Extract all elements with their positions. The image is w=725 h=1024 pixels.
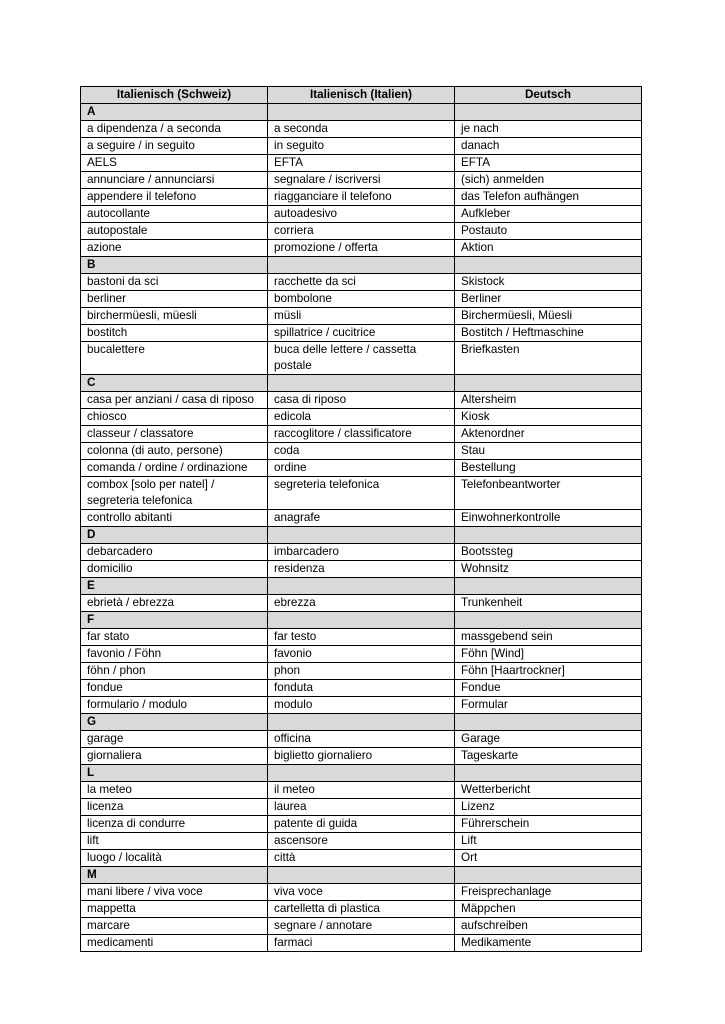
column-header-swiss-italian: Italienisch (Schweiz) xyxy=(81,87,268,104)
cell-swiss-italian: ebrietà / ebrezza xyxy=(81,595,268,612)
section-letter: D xyxy=(81,527,268,544)
cell-german: danach xyxy=(455,138,642,155)
table-row xyxy=(81,477,642,510)
cell-italian: ebrezza xyxy=(268,595,455,612)
cell-german: Lift xyxy=(455,833,642,850)
table-row xyxy=(81,799,642,816)
table-row xyxy=(81,138,642,155)
cell-italian: riagganciare il telefono xyxy=(268,189,455,206)
cell-italian: EFTA xyxy=(268,155,455,172)
section-letter: A xyxy=(81,104,268,121)
letter-section-row xyxy=(81,612,642,629)
cell-german: Aktenordner xyxy=(455,426,642,443)
table-row xyxy=(81,901,642,918)
cell-swiss-italian: giornaliera xyxy=(81,748,268,765)
cell-swiss-italian: appendere il telefono xyxy=(81,189,268,206)
section-letter: M xyxy=(81,867,268,884)
cell-german: EFTA xyxy=(455,155,642,172)
section-empty-cell xyxy=(268,257,455,274)
cell-german: das Telefon aufhängen xyxy=(455,189,642,206)
letter-section-row xyxy=(81,257,642,274)
section-letter: C xyxy=(81,375,268,392)
letter-section-row xyxy=(81,578,642,595)
section-empty-cell xyxy=(268,714,455,731)
section-letter: B xyxy=(81,257,268,274)
cell-swiss-italian: combox [solo per natel] / segreteria telefonica xyxy=(81,477,268,510)
cell-german: Bestellung xyxy=(455,460,642,477)
cell-german: Bostitch / Heftmaschine xyxy=(455,325,642,342)
column-header-italian: Italienisch (Italien) xyxy=(268,87,455,104)
cell-swiss-italian: domicilio xyxy=(81,561,268,578)
cell-swiss-italian: a dipendenza / a seconda xyxy=(81,121,268,138)
section-empty-cell xyxy=(455,375,642,392)
cell-swiss-italian: casa per anziani / casa di riposo xyxy=(81,392,268,409)
table-row xyxy=(81,731,642,748)
cell-german: Birchermüesli, Müesli xyxy=(455,308,642,325)
cell-italian: il meteo xyxy=(268,782,455,799)
table-row xyxy=(81,172,642,189)
section-empty-cell xyxy=(268,765,455,782)
column-header-german: Deutsch xyxy=(455,87,642,104)
table-row xyxy=(81,155,642,172)
table-row xyxy=(81,206,642,223)
cell-italian: coda xyxy=(268,443,455,460)
cell-swiss-italian: debarcadero xyxy=(81,544,268,561)
cell-italian: buca delle lettere / cassetta postale xyxy=(268,342,455,375)
letter-section-row xyxy=(81,527,642,544)
section-empty-cell xyxy=(268,527,455,544)
cell-german: Briefkasten xyxy=(455,342,642,375)
section-empty-cell xyxy=(268,104,455,121)
table-row xyxy=(81,663,642,680)
section-empty-cell xyxy=(455,578,642,595)
cell-german: Ort xyxy=(455,850,642,867)
cell-italian: ordine xyxy=(268,460,455,477)
cell-german: Kiosk xyxy=(455,409,642,426)
table-row xyxy=(81,291,642,308)
cell-italian: bombolone xyxy=(268,291,455,308)
cell-italian: spillatrice / cucitrice xyxy=(268,325,455,342)
table-row xyxy=(81,595,642,612)
cell-german: Medikamente xyxy=(455,935,642,952)
cell-german: Einwohnerkontrolle xyxy=(455,510,642,527)
section-empty-cell xyxy=(268,375,455,392)
cell-swiss-italian: birchermüesli, müesli xyxy=(81,308,268,325)
cell-german: Tageskarte xyxy=(455,748,642,765)
section-empty-cell xyxy=(455,867,642,884)
cell-italian: biglietto giornaliero xyxy=(268,748,455,765)
table-row xyxy=(81,816,642,833)
table-row xyxy=(81,443,642,460)
header-row xyxy=(81,87,642,104)
cell-german: Wohnsitz xyxy=(455,561,642,578)
cell-german: Skistock xyxy=(455,274,642,291)
cell-swiss-italian: mani libere / viva voce xyxy=(81,884,268,901)
section-empty-cell xyxy=(455,527,642,544)
cell-italian: müsli xyxy=(268,308,455,325)
section-empty-cell xyxy=(455,612,642,629)
cell-swiss-italian: comanda / ordine / ordinazione xyxy=(81,460,268,477)
table-row xyxy=(81,510,642,527)
cell-swiss-italian: garage xyxy=(81,731,268,748)
cell-swiss-italian: bucalettere xyxy=(81,342,268,375)
table-row xyxy=(81,629,642,646)
table-row xyxy=(81,189,642,206)
section-empty-cell xyxy=(268,578,455,595)
table-row xyxy=(81,884,642,901)
table-row xyxy=(81,782,642,799)
cell-italian: modulo xyxy=(268,697,455,714)
table-row xyxy=(81,325,642,342)
letter-section-row xyxy=(81,104,642,121)
cell-german: Freisprechanlage xyxy=(455,884,642,901)
cell-italian: residenza xyxy=(268,561,455,578)
cell-swiss-italian: AELS xyxy=(81,155,268,172)
table-row xyxy=(81,544,642,561)
cell-italian: autoadesivo xyxy=(268,206,455,223)
cell-swiss-italian: fondue xyxy=(81,680,268,697)
cell-swiss-italian: chiosco xyxy=(81,409,268,426)
cell-german: Aufkleber xyxy=(455,206,642,223)
table-row xyxy=(81,426,642,443)
cell-swiss-italian: autocollante xyxy=(81,206,268,223)
cell-german: Garage xyxy=(455,731,642,748)
letter-section-row xyxy=(81,765,642,782)
table-row xyxy=(81,646,642,663)
section-letter: G xyxy=(81,714,268,731)
table-row xyxy=(81,748,642,765)
cell-italian: segnare / annotare xyxy=(268,918,455,935)
section-empty-cell xyxy=(268,612,455,629)
cell-italian: cartelletta di plastica xyxy=(268,901,455,918)
table-row xyxy=(81,935,642,952)
cell-swiss-italian: bastoni da sci xyxy=(81,274,268,291)
section-empty-cell xyxy=(455,765,642,782)
cell-german: Altersheim xyxy=(455,392,642,409)
cell-italian: phon xyxy=(268,663,455,680)
cell-italian: segnalare / iscriversi xyxy=(268,172,455,189)
cell-swiss-italian: formulario / modulo xyxy=(81,697,268,714)
table-row xyxy=(81,850,642,867)
cell-swiss-italian: luogo / località xyxy=(81,850,268,867)
cell-swiss-italian: autopostale xyxy=(81,223,268,240)
glossary-body xyxy=(81,104,642,952)
cell-italian: corriera xyxy=(268,223,455,240)
cell-italian: segreteria telefonica xyxy=(268,477,455,510)
cell-swiss-italian: favonio / Föhn xyxy=(81,646,268,663)
cell-swiss-italian: la meteo xyxy=(81,782,268,799)
table-row xyxy=(81,223,642,240)
cell-italian: imbarcadero xyxy=(268,544,455,561)
cell-german: Trunkenheit xyxy=(455,595,642,612)
cell-italian: casa di riposo xyxy=(268,392,455,409)
cell-german: Föhn [Haartrockner] xyxy=(455,663,642,680)
table-row xyxy=(81,121,642,138)
table-row xyxy=(81,918,642,935)
section-letter: F xyxy=(81,612,268,629)
cell-swiss-italian: medicamenti xyxy=(81,935,268,952)
cell-italian: a seconda xyxy=(268,121,455,138)
cell-german: Mäppchen xyxy=(455,901,642,918)
cell-italian: in seguito xyxy=(268,138,455,155)
letter-section-row xyxy=(81,714,642,731)
cell-swiss-italian: annunciare / annunciarsi xyxy=(81,172,268,189)
cell-swiss-italian: föhn / phon xyxy=(81,663,268,680)
table-row xyxy=(81,561,642,578)
table-row xyxy=(81,342,642,375)
table-row xyxy=(81,240,642,257)
table-row xyxy=(81,460,642,477)
section-letter: E xyxy=(81,578,268,595)
glossary-table xyxy=(80,86,642,952)
table-row xyxy=(81,308,642,325)
section-empty-cell xyxy=(455,257,642,274)
cell-swiss-italian: controllo abitanti xyxy=(81,510,268,527)
cell-swiss-italian: azione xyxy=(81,240,268,257)
cell-italian: viva voce xyxy=(268,884,455,901)
cell-italian: farmaci xyxy=(268,935,455,952)
table-row xyxy=(81,697,642,714)
section-letter: L xyxy=(81,765,268,782)
cell-italian: ascensore xyxy=(268,833,455,850)
cell-italian: officina xyxy=(268,731,455,748)
cell-swiss-italian: licenza xyxy=(81,799,268,816)
cell-italian: promozione / offerta xyxy=(268,240,455,257)
cell-german: Fondue xyxy=(455,680,642,697)
cell-german: Lizenz xyxy=(455,799,642,816)
cell-german: Postauto xyxy=(455,223,642,240)
cell-swiss-italian: licenza di condurre xyxy=(81,816,268,833)
cell-swiss-italian: mappetta xyxy=(81,901,268,918)
cell-swiss-italian: a seguire / in seguito xyxy=(81,138,268,155)
cell-italian: edicola xyxy=(268,409,455,426)
section-empty-cell xyxy=(455,714,642,731)
cell-italian: far testo xyxy=(268,629,455,646)
cell-german: Berliner xyxy=(455,291,642,308)
section-empty-cell xyxy=(268,867,455,884)
table-row xyxy=(81,409,642,426)
cell-german: Telefonbeantworter xyxy=(455,477,642,510)
cell-swiss-italian: lift xyxy=(81,833,268,850)
cell-swiss-italian: far stato xyxy=(81,629,268,646)
cell-german: Bootssteg xyxy=(455,544,642,561)
cell-german: Formular xyxy=(455,697,642,714)
cell-italian: favonio xyxy=(268,646,455,663)
cell-italian: città xyxy=(268,850,455,867)
letter-section-row xyxy=(81,375,642,392)
cell-italian: racchette da sci xyxy=(268,274,455,291)
cell-german: massgebend sein xyxy=(455,629,642,646)
table-row xyxy=(81,680,642,697)
cell-german: Aktion xyxy=(455,240,642,257)
cell-german: Wetterbericht xyxy=(455,782,642,799)
cell-german: je nach xyxy=(455,121,642,138)
letter-section-row xyxy=(81,867,642,884)
table-row xyxy=(81,833,642,850)
cell-german: Stau xyxy=(455,443,642,460)
cell-german: Föhn [Wind] xyxy=(455,646,642,663)
cell-italian: laurea xyxy=(268,799,455,816)
cell-swiss-italian: berliner xyxy=(81,291,268,308)
cell-german: aufschreiben xyxy=(455,918,642,935)
table-row xyxy=(81,274,642,291)
cell-german: (sich) anmelden xyxy=(455,172,642,189)
table-row xyxy=(81,392,642,409)
cell-swiss-italian: marcare xyxy=(81,918,268,935)
cell-german: Führerschein xyxy=(455,816,642,833)
cell-italian: anagrafe xyxy=(268,510,455,527)
cell-italian: fonduta xyxy=(268,680,455,697)
cell-swiss-italian: bostitch xyxy=(81,325,268,342)
cell-italian: raccoglitore / classificatore xyxy=(268,426,455,443)
cell-swiss-italian: classeur / classatore xyxy=(81,426,268,443)
cell-italian: patente di guida xyxy=(268,816,455,833)
section-empty-cell xyxy=(455,104,642,121)
cell-swiss-italian: colonna (di auto, persone) xyxy=(81,443,268,460)
